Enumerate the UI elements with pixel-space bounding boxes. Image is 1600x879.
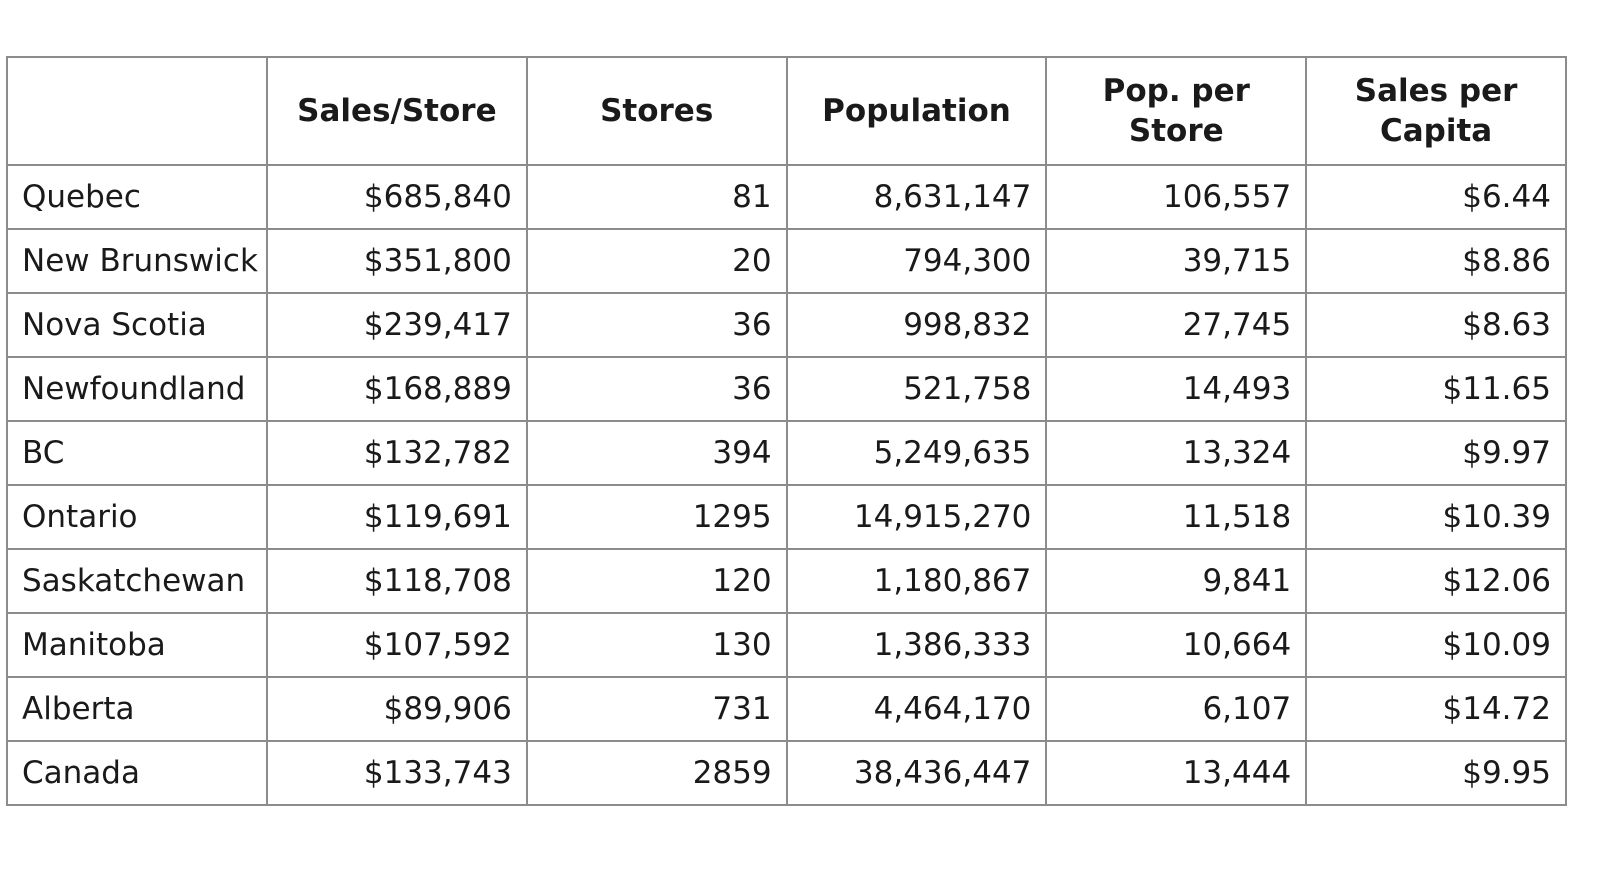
cell-pop-per-store: 9,841 xyxy=(1046,549,1306,613)
cell-population: 14,915,270 xyxy=(787,485,1047,549)
cell-stores: 36 xyxy=(527,293,787,357)
table-row xyxy=(7,165,1566,229)
table-row xyxy=(7,357,1566,421)
cell-stores: 394 xyxy=(527,421,787,485)
cell-sales-per-capita: $9.95 xyxy=(1306,741,1566,805)
cell-province: New Brunswick xyxy=(7,229,267,293)
cell-population: 521,758 xyxy=(787,357,1047,421)
cell-sales-per-capita: $14.72 xyxy=(1306,677,1566,741)
cell-sales-per-capita: $12.06 xyxy=(1306,549,1566,613)
cell-population: 1,180,867 xyxy=(787,549,1047,613)
cell-population: 1,386,333 xyxy=(787,613,1047,677)
cell-population: 8,631,147 xyxy=(787,165,1047,229)
cell-sales-per-capita: $6.44 xyxy=(1306,165,1566,229)
table-body xyxy=(7,165,1566,805)
table-row xyxy=(7,549,1566,613)
table-row xyxy=(7,421,1566,485)
cell-sales-per-store: $132,782 xyxy=(267,421,527,485)
cell-sales-per-store: $119,691 xyxy=(267,485,527,549)
table-header xyxy=(7,57,1566,165)
sales-table xyxy=(6,56,1567,806)
cell-province: Saskatchewan xyxy=(7,549,267,613)
cell-stores: 731 xyxy=(527,677,787,741)
header-cell-population: Population xyxy=(787,57,1047,165)
cell-sales-per-store: $107,592 xyxy=(267,613,527,677)
cell-sales-per-capita: $8.86 xyxy=(1306,229,1566,293)
cell-stores: 130 xyxy=(527,613,787,677)
table-row xyxy=(7,613,1566,677)
cell-pop-per-store: 27,745 xyxy=(1046,293,1306,357)
cell-stores: 36 xyxy=(527,357,787,421)
cell-stores: 1295 xyxy=(527,485,787,549)
cell-sales-per-store: $351,800 xyxy=(267,229,527,293)
table-row xyxy=(7,677,1566,741)
cell-stores: 120 xyxy=(527,549,787,613)
cell-population: 5,249,635 xyxy=(787,421,1047,485)
cell-province: Canada xyxy=(7,741,267,805)
cell-sales-per-capita: $8.63 xyxy=(1306,293,1566,357)
header-cell-pop-per-store: Pop. per Store xyxy=(1046,57,1306,165)
cell-population: 4,464,170 xyxy=(787,677,1047,741)
cell-pop-per-store: 6,107 xyxy=(1046,677,1306,741)
header-cell-sales-per-store: Sales/Store xyxy=(267,57,527,165)
cell-population: 794,300 xyxy=(787,229,1047,293)
cell-province: Alberta xyxy=(7,677,267,741)
cell-province: BC xyxy=(7,421,267,485)
cell-pop-per-store: 10,664 xyxy=(1046,613,1306,677)
cell-province: Ontario xyxy=(7,485,267,549)
cell-stores: 2859 xyxy=(527,741,787,805)
header-cell-sales-per-capita: Sales per Capita xyxy=(1306,57,1566,165)
cell-pop-per-store: 39,715 xyxy=(1046,229,1306,293)
header-row xyxy=(7,57,1566,165)
cell-sales-per-store: $685,840 xyxy=(267,165,527,229)
table-row xyxy=(7,741,1566,805)
cell-sales-per-capita: $10.39 xyxy=(1306,485,1566,549)
cell-pop-per-store: 11,518 xyxy=(1046,485,1306,549)
cell-sales-per-store: $89,906 xyxy=(267,677,527,741)
cell-stores: 81 xyxy=(527,165,787,229)
cell-pop-per-store: 106,557 xyxy=(1046,165,1306,229)
cell-pop-per-store: 13,324 xyxy=(1046,421,1306,485)
cell-sales-per-capita: $11.65 xyxy=(1306,357,1566,421)
cell-sales-per-store: $133,743 xyxy=(267,741,527,805)
cell-province: Newfoundland xyxy=(7,357,267,421)
cell-pop-per-store: 14,493 xyxy=(1046,357,1306,421)
cell-pop-per-store: 13,444 xyxy=(1046,741,1306,805)
cell-stores: 20 xyxy=(527,229,787,293)
cell-sales-per-capita: $9.97 xyxy=(1306,421,1566,485)
header-cell-stores: Stores xyxy=(527,57,787,165)
cell-province: Nova Scotia xyxy=(7,293,267,357)
header-cell-province xyxy=(7,57,267,165)
cell-sales-per-store: $239,417 xyxy=(267,293,527,357)
table-row xyxy=(7,229,1566,293)
cell-province: Manitoba xyxy=(7,613,267,677)
cell-sales-per-capita: $10.09 xyxy=(1306,613,1566,677)
cell-province: Quebec xyxy=(7,165,267,229)
cell-population: 38,436,447 xyxy=(787,741,1047,805)
cell-sales-per-store: $168,889 xyxy=(267,357,527,421)
table-row xyxy=(7,485,1566,549)
cell-sales-per-store: $118,708 xyxy=(267,549,527,613)
cell-population: 998,832 xyxy=(787,293,1047,357)
table-row xyxy=(7,293,1566,357)
